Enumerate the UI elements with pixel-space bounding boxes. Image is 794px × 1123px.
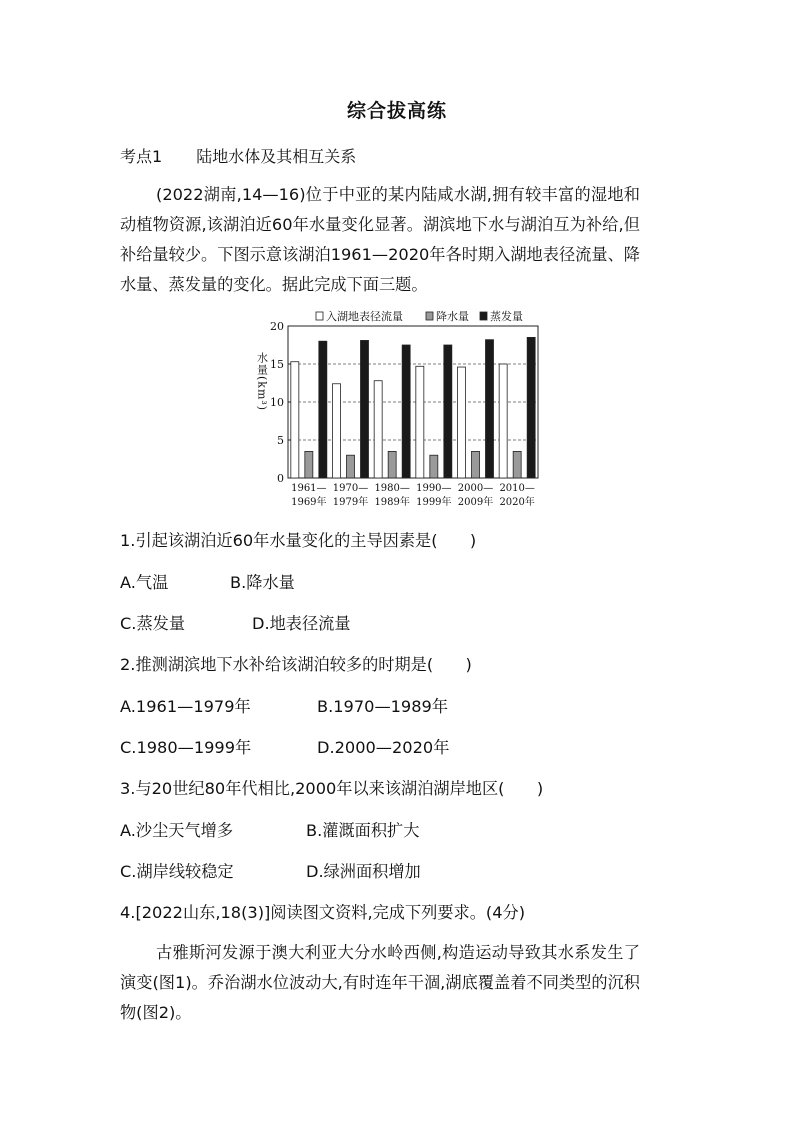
question-2-option-b[interactable]: B.1970—1989年 bbox=[317, 697, 449, 716]
x-tick-label: 1979年 bbox=[332, 497, 369, 508]
bar-evaporation bbox=[319, 341, 327, 478]
y-tick-label: 20 bbox=[270, 320, 284, 333]
question-3-option-a[interactable]: A.沙尘天气增多 bbox=[120, 821, 234, 840]
section-heading bbox=[120, 144, 356, 167]
y-tick-label: 0 bbox=[277, 472, 284, 485]
bar-precipitation bbox=[388, 451, 396, 478]
bar-runoff bbox=[333, 384, 341, 478]
bar-precipitation bbox=[472, 451, 480, 478]
question-2-options-row-1 bbox=[120, 693, 448, 717]
section-label: 考点1 bbox=[120, 147, 163, 166]
legend-entry: 降水量 bbox=[436, 310, 469, 323]
bar-runoff bbox=[291, 362, 299, 478]
question-3-option-b[interactable]: B.灌溉面积扩大 bbox=[306, 821, 420, 840]
x-tick-label: 1989年 bbox=[374, 497, 410, 508]
question-3-options-row-2 bbox=[120, 858, 421, 882]
y-tick-label: 5 bbox=[277, 434, 284, 447]
x-tick-label: 2000— bbox=[457, 483, 494, 494]
page-title: 综合拔高练 bbox=[346, 100, 447, 122]
bar-precipitation bbox=[430, 455, 438, 478]
legend-swatch bbox=[316, 312, 323, 320]
y-tick-label: 15 bbox=[270, 358, 284, 371]
x-tick-label: 1970— bbox=[332, 483, 369, 494]
legend-entry: 入湖地表径流量 bbox=[326, 310, 403, 323]
question-1-options-row-2 bbox=[120, 610, 351, 634]
bar-evaporation bbox=[402, 345, 410, 478]
question-1-options-row-1 bbox=[120, 569, 295, 593]
bar-evaporation bbox=[527, 337, 535, 478]
question-1-option-c[interactable]: C.蒸发量 bbox=[120, 614, 186, 633]
question-1-option-a[interactable]: A.气温 bbox=[120, 573, 169, 592]
legend-swatch bbox=[480, 312, 487, 320]
water-volume-chart bbox=[248, 304, 548, 518]
y-tick-label: 10 bbox=[270, 396, 284, 409]
x-tick-label: 2010— bbox=[499, 483, 535, 494]
bar-precipitation bbox=[347, 455, 355, 478]
bar-runoff bbox=[458, 367, 466, 478]
x-tick-label: 2020年 bbox=[499, 497, 535, 508]
question-2-option-d[interactable]: D.2000—2020年 bbox=[317, 738, 450, 757]
section-name: 陆地水体及其相互关系 bbox=[196, 147, 357, 166]
x-tick-label: 1969年 bbox=[291, 497, 327, 508]
question-1-option-b[interactable]: B.降水量 bbox=[230, 573, 295, 592]
question-3-option-c[interactable]: C.湖岸线较稳定 bbox=[120, 862, 234, 881]
bar-evaporation bbox=[486, 340, 494, 478]
question-3-stem: 3.与20世纪80年代相比,2000年以来该湖泊湖岸地区( ) bbox=[120, 779, 544, 798]
x-tick-label: 1980— bbox=[374, 483, 410, 494]
y-axis-label: 水量(km³) bbox=[255, 352, 269, 412]
question-2-option-c[interactable]: C.1980—1999年 bbox=[120, 738, 252, 757]
question-3-option-d[interactable]: D.绿洲面积增加 bbox=[306, 862, 421, 881]
bar-runoff bbox=[499, 364, 507, 478]
x-tick-label: 1961— bbox=[291, 483, 327, 494]
question-4-text: 古雅斯河发源于澳大利亚大分水岭西侧,构造运动导致其水系发生了演变(图1)。乔治湖水位波动大,有时连年干涸,湖底覆盖着不同类型的沉积物(图2)。 bbox=[120, 943, 640, 1022]
question-4-stem: 4.[2022山东,18(3)]阅读图文资料,完成下列要求。(4分) bbox=[120, 903, 526, 922]
x-tick-label: 2009年 bbox=[457, 497, 494, 508]
question-1-stem: 1.引起该湖泊近60年水量变化的主导因素是( ) bbox=[120, 531, 477, 550]
question-1-option-d[interactable]: D.地表径流量 bbox=[252, 614, 351, 633]
legend-entry: 蒸发量 bbox=[490, 310, 523, 323]
question-2-options-row-2 bbox=[120, 734, 449, 758]
bar-evaporation bbox=[444, 345, 452, 478]
x-tick-label: 1999年 bbox=[416, 497, 452, 508]
legend-swatch bbox=[426, 312, 433, 320]
intro-paragraph: (2022湖南,14—16)位于中亚的某内陆咸水湖,拥有较丰富的湿地和动植物资源,该湖泊近60年水量变化显著。湖滨地下水与湖泊互为补给,但补给量较少。下图示意该湖泊1961—2020年各时期入湖地表径流量、降水量、蒸发量的变化。据此完成下面三题。 bbox=[120, 185, 640, 294]
question-3-options-row-1 bbox=[120, 817, 419, 841]
question-2-stem: 2.推测湖滨地下水补给该湖泊较多的时期是( ) bbox=[120, 655, 472, 674]
question-2-option-a[interactable]: A.1961—1979年 bbox=[120, 697, 251, 716]
bar-evaporation bbox=[361, 340, 369, 478]
x-tick-label: 1990— bbox=[416, 483, 452, 494]
bar-runoff bbox=[416, 366, 424, 478]
bar-runoff bbox=[374, 381, 382, 478]
bar-precipitation bbox=[513, 451, 521, 478]
bar-precipitation bbox=[305, 451, 313, 478]
